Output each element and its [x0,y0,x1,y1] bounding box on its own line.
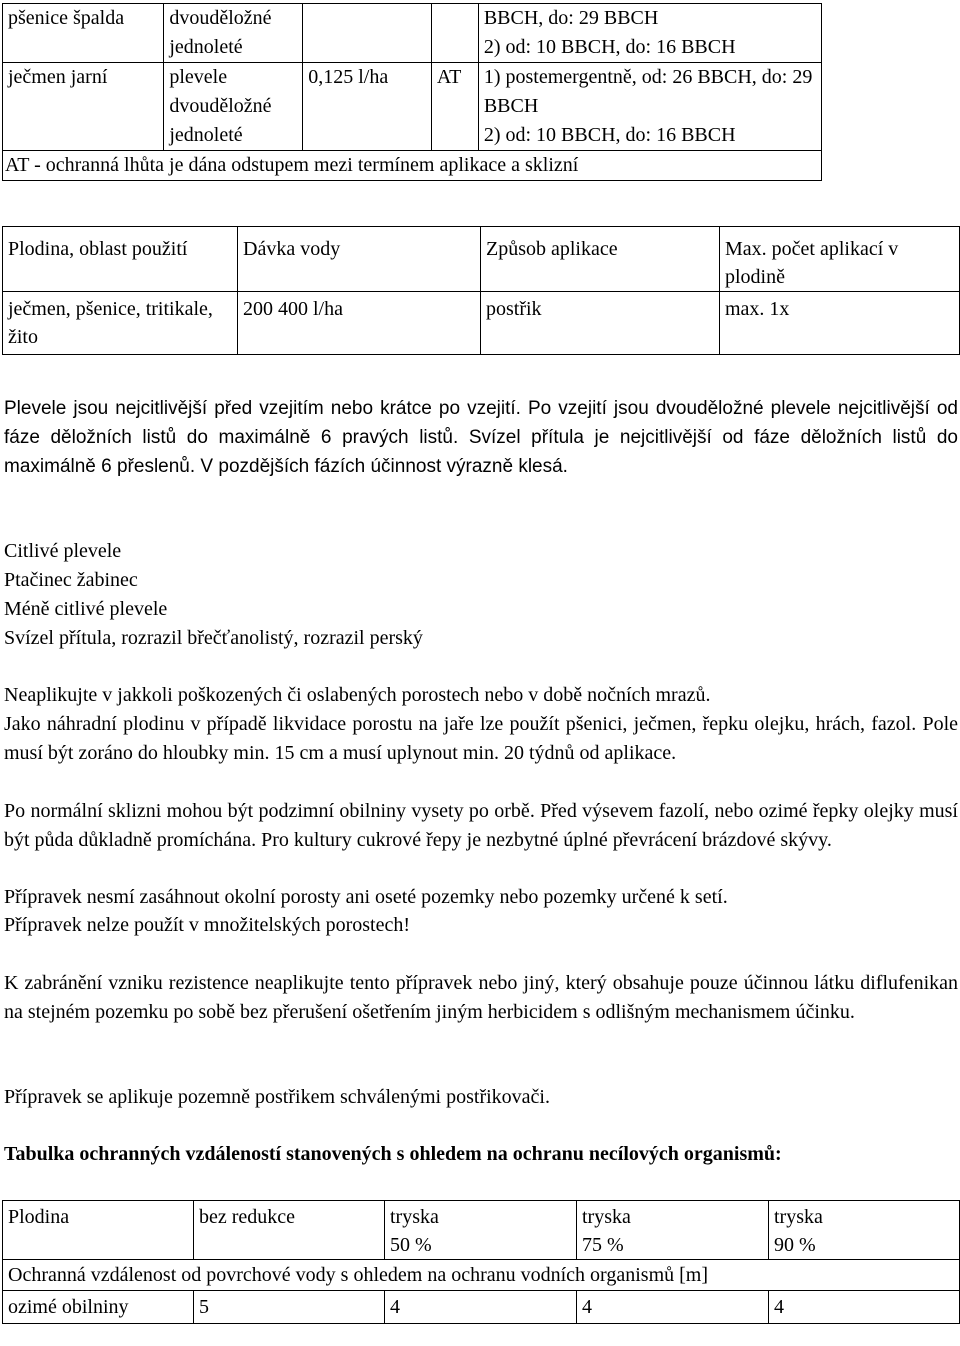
paragraph-resistance: K zabránění vzniku rezistence neaplikujte tento přípravek nebo jiný, který obsahuje pouze účinnou látku diflufenikan na stejném pozemku po sobě bez přerušení ošetřením jiným herbicidem s odlišným mechanismem účinku. [4,972,958,1023]
target-cell: plevele dvouděložné jednoleté [164,63,303,151]
timing-cell: 1) postemergentně, od: 26 BBCH, do: 29 BBCH 2) od: 10 BBCH, do: 16 BBCH [478,63,821,151]
target-cell: dvouděložné jednoleté [164,4,303,63]
phi-cell [431,4,478,63]
distance-table [2,1200,960,1324]
paragraph-harvest: Po normální sklizni mohou být podzimní obilniny vysety po orbě. Před výsevem fazolí, nebo ozimé řepky olejky musí být půda důkladně promíchána. Pro kultury cukrové řepy je nezbytné úplné převrácení brázdové skývy. [4,800,958,851]
header-crop: Plodina, oblast použití [3,227,238,292]
phi-cell: AT [431,63,478,151]
sensitive-weeds-heading: Citlivé plevele [4,540,122,562]
paragraph-weeds: Plevele jsou nejcitlivější před vzejitím nebo krátce po vzejití. Po vzejití jsou dvouděložné plevele nejcitlivější od fáze děložních listů do maximálně 6 pravých listů. Svízel přítula je nejcitlivější od fáze děložních listů do maximálně 6 přeslenů. V pozdějších fázích účinnost výrazně klesá. [4,398,958,477]
paragraph-replacement: Jako náhradní plodinu v případě likvidace porostu na jaře lze použít pšenici, ječmen, řepku olejku, hrách, fazol. Pole musí být zoráno do hloubky min. 15 cm a musí uplynout min. 20 týdnů od aplikace. [4,713,958,764]
table-row [3,227,960,292]
timing-cell: BBCH, do: 29 BBCH 2) od: 10 BBCH, do: 16 BBCH [478,4,821,63]
crop-cell: ječmen, pšenice, tritikale, žito [3,292,238,355]
sensitive-weeds: Ptačinec žabinec [4,569,138,591]
dosage-table [2,3,822,181]
table-row [3,1291,960,1324]
distance-nozzle-50: 4 [385,1291,577,1324]
dose-cell [303,4,432,63]
header-max-applications: Max. počet aplikací v plodině [720,227,960,292]
header-method: Způsob aplikace [481,227,720,292]
table-row [3,292,960,355]
table-row [3,63,822,151]
paragraph-conditions: Neaplikujte v jakkoli poškozených či oslabených porostech nebo v době nočních mrazů. [4,684,711,706]
table-row [3,151,822,181]
distance-nozzle-75: 4 [577,1291,769,1324]
table-row [3,1201,960,1260]
paragraph-sprayers: Přípravek se aplikuje pozemně postřikem schválenými postřikovači. [4,1086,550,1108]
method-cell: postřik [481,292,720,355]
sensitivity-list [4,537,958,653]
phi-footnote: AT - ochranná lhůta je dána odstupem mezi termínem aplikace a sklizní [3,151,822,181]
header-nozzle-75: tryska 75 % [577,1201,769,1260]
max-applications-cell: max. 1x [720,292,960,355]
paragraph-multiplication: Přípravek nelze použít v množitelských porostech! [4,914,410,936]
distance-nozzle-90: 4 [769,1291,960,1324]
header-nozzle-90: tryska 90 % [769,1201,960,1260]
table-row [3,1260,960,1291]
dose-cell: 0,125 l/ha [303,63,432,151]
crop-cell: ozimé obilniny [3,1291,194,1324]
distance-section-heading: Ochranná vzdálenost od povrchové vody s ohledem na ochranu vodních organismů [m] [3,1260,960,1291]
distance-table-title: Tabulka ochranných vzdáleností stanovených s ohledem na ochranu necílových organismů: [4,1143,782,1165]
header-nozzle-50: tryska 50 % [385,1201,577,1260]
water-dose-cell: 200 400 l/ha [238,292,481,355]
less-sensitive-weeds-heading: Méně citlivé plevele [4,598,168,620]
distance-no-reduction: 5 [194,1291,385,1324]
paragraph-drift: Přípravek nesmí zasáhnout okolní porosty ani oseté pozemky nebo pozemky určené k setí. [4,886,728,908]
crop-cell: pšenice špalda [3,4,164,63]
application-table [2,226,960,355]
crop-cell: ječmen jarní [3,63,164,151]
header-crop: Plodina [3,1201,194,1260]
header-water-dose: Dávka vody [238,227,481,292]
less-sensitive-weeds: Svízel přítula, rozrazil břečťanolistý, rozrazil perský [4,627,423,649]
table-row [3,4,822,63]
header-no-reduction: bez redukce [194,1201,385,1260]
